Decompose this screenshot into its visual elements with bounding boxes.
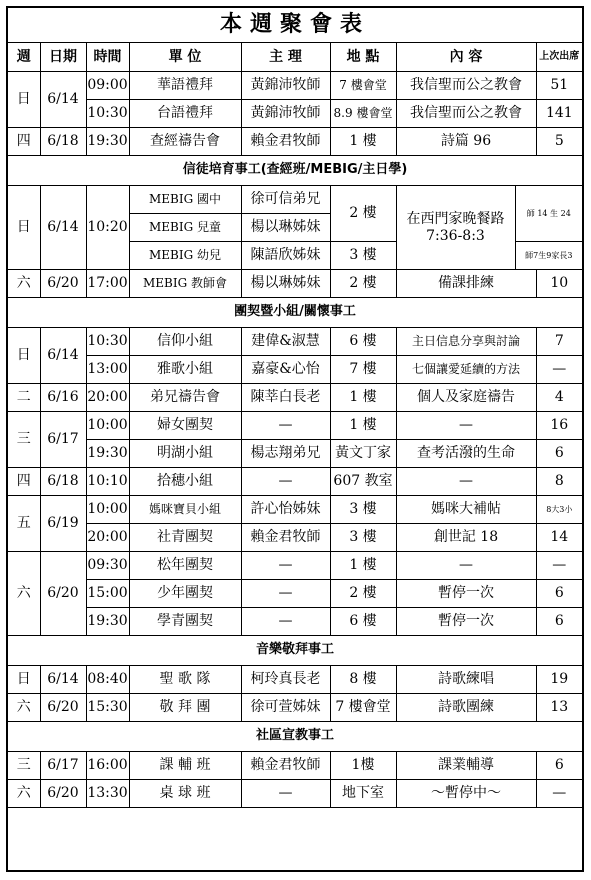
cell-content: 七個讓愛延續的方法	[396, 356, 536, 384]
cell-place: 3 樓	[330, 524, 396, 552]
cell-week: 日	[8, 72, 40, 128]
cell-time: 09:30	[86, 552, 129, 580]
cell-content: 個人及家庭禱告	[396, 384, 536, 412]
cell-week: 三	[8, 752, 40, 780]
cell-content: 我信聖而公之教會	[396, 100, 536, 128]
cell-host: 賴金君牧師	[241, 524, 330, 552]
cell-last: 10	[536, 270, 582, 298]
cell-time: 20:00	[86, 384, 129, 412]
table-row	[8, 608, 582, 636]
cell-unit: 桌 球 班	[129, 780, 241, 808]
section-title: 社區宣教事工	[8, 722, 582, 752]
cell-last: 師7生9家長3	[515, 242, 582, 270]
cell-last: 51	[536, 72, 582, 100]
cell-time: 13:00	[86, 356, 129, 384]
cell-last: 8	[536, 468, 582, 496]
table-row	[8, 328, 582, 356]
header-last-attendance: 上次出席	[536, 43, 582, 72]
table-row	[8, 752, 582, 780]
cell-place: 黃文丁家	[330, 440, 396, 468]
cell-place: 7 樓會堂	[330, 72, 396, 100]
cell-last: 4	[536, 384, 582, 412]
cell-week: 日	[8, 328, 40, 384]
cell-unit: 雅歌小組	[129, 356, 241, 384]
cell-date: 6/20	[40, 270, 86, 298]
header-row	[8, 43, 582, 72]
cell-week: 六	[8, 552, 40, 636]
cell-unit: MEBIG 教師會	[129, 270, 241, 298]
cell-time: 09:00	[86, 72, 129, 100]
cell-date: 6/18	[40, 468, 86, 496]
cell-last: 5	[536, 128, 582, 156]
cell-unit: 少年團契	[129, 580, 241, 608]
cell-content: 查考活潑的生命	[396, 440, 536, 468]
cell-time: 16:00	[86, 752, 129, 780]
header-unit: 單 位	[129, 43, 241, 72]
cell-unit: 拾穗小組	[129, 468, 241, 496]
cell-date: 6/18	[40, 128, 86, 156]
cell-week: 二	[8, 384, 40, 412]
cell-unit: 信仰小組	[129, 328, 241, 356]
cell-unit: 台語禮拜	[129, 100, 241, 128]
header-place: 地 點	[330, 43, 396, 72]
cell-last: 13	[536, 694, 582, 722]
cell-host: —	[241, 412, 330, 440]
cell-place: 6 樓	[330, 328, 396, 356]
cell-place: 1 樓	[330, 128, 396, 156]
cell-content: 暫停一次	[396, 608, 536, 636]
cell-content: 在西門家晚餐路 7:36-8:3	[396, 186, 515, 270]
cell-week: 六	[8, 694, 40, 722]
schedule-document	[6, 6, 584, 872]
cell-week: 五	[8, 496, 40, 552]
cell-time: 15:00	[86, 580, 129, 608]
cell-time: 13:30	[86, 780, 129, 808]
table-row	[8, 468, 582, 496]
cell-date: 6/17	[40, 412, 86, 468]
cell-unit: 松年團契	[129, 552, 241, 580]
cell-host: 柯玲真長老	[241, 666, 330, 694]
cell-last: 師 14 生 24	[515, 186, 582, 242]
cell-week: 四	[8, 128, 40, 156]
cell-time: 10:20	[86, 186, 129, 270]
cell-unit: 弟兄禱告會	[129, 384, 241, 412]
cell-time: 19:30	[86, 440, 129, 468]
table-row	[8, 186, 582, 214]
cell-place: 1 樓	[330, 384, 396, 412]
cell-place: 2 樓	[330, 580, 396, 608]
cell-host: 徐可萱姊妹	[241, 694, 330, 722]
table-row	[8, 440, 582, 468]
cell-date: 6/20	[40, 552, 86, 636]
cell-unit: 媽咪寶貝小組	[129, 496, 241, 524]
section-title: 團契暨小組/關懷事工	[8, 298, 582, 328]
cell-place: 8 樓	[330, 666, 396, 694]
cell-week: 四	[8, 468, 40, 496]
cell-place: 1 樓	[330, 552, 396, 580]
cell-last: 19	[536, 666, 582, 694]
cell-unit: 學青團契	[129, 608, 241, 636]
cell-week: 六	[8, 270, 40, 298]
cell-unit: 課 輔 班	[129, 752, 241, 780]
cell-week: 日	[8, 186, 40, 270]
table-row	[8, 552, 582, 580]
cell-date: 6/17	[40, 752, 86, 780]
cell-place: 2 樓	[330, 186, 396, 242]
cell-time: 19:30	[86, 128, 129, 156]
cell-place: 6 樓	[330, 608, 396, 636]
cell-host: —	[241, 608, 330, 636]
cell-last: 16	[536, 412, 582, 440]
cell-unit: MEBIG 幼兒	[129, 242, 241, 270]
cell-time: 19:30	[86, 608, 129, 636]
cell-date: 6/19	[40, 496, 86, 552]
table-row	[8, 780, 582, 808]
cell-host: 楊志翔弟兄	[241, 440, 330, 468]
table-row	[8, 524, 582, 552]
header-host: 主 理	[241, 43, 330, 72]
cell-host: 陳語欣姊妹	[241, 242, 330, 270]
cell-place: 3 樓	[330, 496, 396, 524]
cell-unit: 敬 拜 團	[129, 694, 241, 722]
cell-last: 6	[536, 440, 582, 468]
cell-date: 6/14	[40, 72, 86, 128]
cell-last: 6	[536, 752, 582, 780]
table-row	[8, 496, 582, 524]
table-row	[8, 666, 582, 694]
cell-last: 14	[536, 524, 582, 552]
cell-time: 10:30	[86, 328, 129, 356]
cell-time: 10:00	[86, 496, 129, 524]
cell-unit: 查經禱告會	[129, 128, 241, 156]
cell-host: 賴金君牧師	[241, 128, 330, 156]
cell-last: 6	[536, 608, 582, 636]
cell-content: 備課排練	[396, 270, 536, 298]
cell-content: 詩篇 96	[396, 128, 536, 156]
cell-host: 楊以琳姊妹	[241, 214, 330, 242]
cell-host: —	[241, 552, 330, 580]
cell-time: 10:00	[86, 412, 129, 440]
table-row	[8, 128, 582, 156]
cell-unit: 婦女團契	[129, 412, 241, 440]
cell-date: 6/14	[40, 328, 86, 384]
cell-place: 3 樓	[330, 242, 396, 270]
cell-week: 六	[8, 780, 40, 808]
cell-time: 17:00	[86, 270, 129, 298]
table-row	[8, 694, 582, 722]
cell-place: 2 樓	[330, 270, 396, 298]
section-title: 音樂敬拜事工	[8, 636, 582, 666]
cell-place: 1 樓	[330, 412, 396, 440]
cell-host: 黃錦沛牧師	[241, 72, 330, 100]
cell-content: 詩歌團練	[396, 694, 536, 722]
cell-date: 6/20	[40, 780, 86, 808]
cell-host: 楊以琳姊妹	[241, 270, 330, 298]
cell-content: —	[396, 412, 536, 440]
cell-unit: MEBIG 兒童	[129, 214, 241, 242]
table-row	[8, 72, 582, 100]
cell-time: 08:40	[86, 666, 129, 694]
cell-last: 6	[536, 580, 582, 608]
table-row	[8, 384, 582, 412]
cell-time: 10:10	[86, 468, 129, 496]
cell-unit: 聖 歌 隊	[129, 666, 241, 694]
cell-host: —	[241, 780, 330, 808]
cell-content: —	[396, 552, 536, 580]
cell-date: 6/16	[40, 384, 86, 412]
cell-place: 7 樓會堂	[330, 694, 396, 722]
cell-content: 暫停一次	[396, 580, 536, 608]
cell-unit: MEBIG 國中	[129, 186, 241, 214]
cell-host: 賴金君牧師	[241, 752, 330, 780]
table-row	[8, 270, 582, 298]
table-row	[8, 412, 582, 440]
table-row	[8, 100, 582, 128]
cell-last: 7	[536, 328, 582, 356]
table-row	[8, 580, 582, 608]
cell-week: 三	[8, 412, 40, 468]
cell-content: —	[396, 468, 536, 496]
cell-place: 地下室	[330, 780, 396, 808]
cell-content: 媽咪大補帖	[396, 496, 536, 524]
header-date: 日期	[40, 43, 86, 72]
cell-host: —	[241, 580, 330, 608]
cell-host: 嘉豪&心怡	[241, 356, 330, 384]
section-title: 信徒培育事工(查經班/MEBIG/主日學)	[8, 156, 582, 186]
cell-time: 15:30	[86, 694, 129, 722]
cell-unit: 華語禮拜	[129, 72, 241, 100]
cell-time: 10:30	[86, 100, 129, 128]
cell-content: 主日信息分享與討論	[396, 328, 536, 356]
cell-last: —	[536, 552, 582, 580]
cell-host: —	[241, 468, 330, 496]
cell-content: 課業輔導	[396, 752, 536, 780]
cell-content: 創世記 18	[396, 524, 536, 552]
cell-host: 許心怡姊妹	[241, 496, 330, 524]
header-time: 時間	[86, 43, 129, 72]
header-week: 週	[8, 43, 40, 72]
schedule-table	[8, 8, 582, 808]
cell-unit: 明湖小組	[129, 440, 241, 468]
cell-last: 8大3小	[536, 496, 582, 524]
cell-place: 7 樓	[330, 356, 396, 384]
cell-date: 6/20	[40, 694, 86, 722]
cell-place: 607 教室	[330, 468, 396, 496]
cell-host: 陳莘白長老	[241, 384, 330, 412]
cell-host: 黃錦沛牧師	[241, 100, 330, 128]
cell-date: 6/14	[40, 186, 86, 270]
page-title: 本週聚會表	[8, 8, 582, 43]
cell-place: 8.9 樓會堂	[330, 100, 396, 128]
table-row	[8, 356, 582, 384]
cell-last: 141	[536, 100, 582, 128]
header-content: 內 容	[396, 43, 536, 72]
cell-unit: 社青團契	[129, 524, 241, 552]
cell-content: ～暫停中～	[396, 780, 536, 808]
cell-last: —	[536, 780, 582, 808]
cell-date: 6/14	[40, 666, 86, 694]
cell-content: 我信聖而公之教會	[396, 72, 536, 100]
cell-host: 建偉&淑慧	[241, 328, 330, 356]
cell-host: 徐可信弟兄	[241, 186, 330, 214]
cell-last: —	[536, 356, 582, 384]
cell-content: 詩歌練唱	[396, 666, 536, 694]
cell-week: 日	[8, 666, 40, 694]
cell-place: 1樓	[330, 752, 396, 780]
cell-time: 20:00	[86, 524, 129, 552]
